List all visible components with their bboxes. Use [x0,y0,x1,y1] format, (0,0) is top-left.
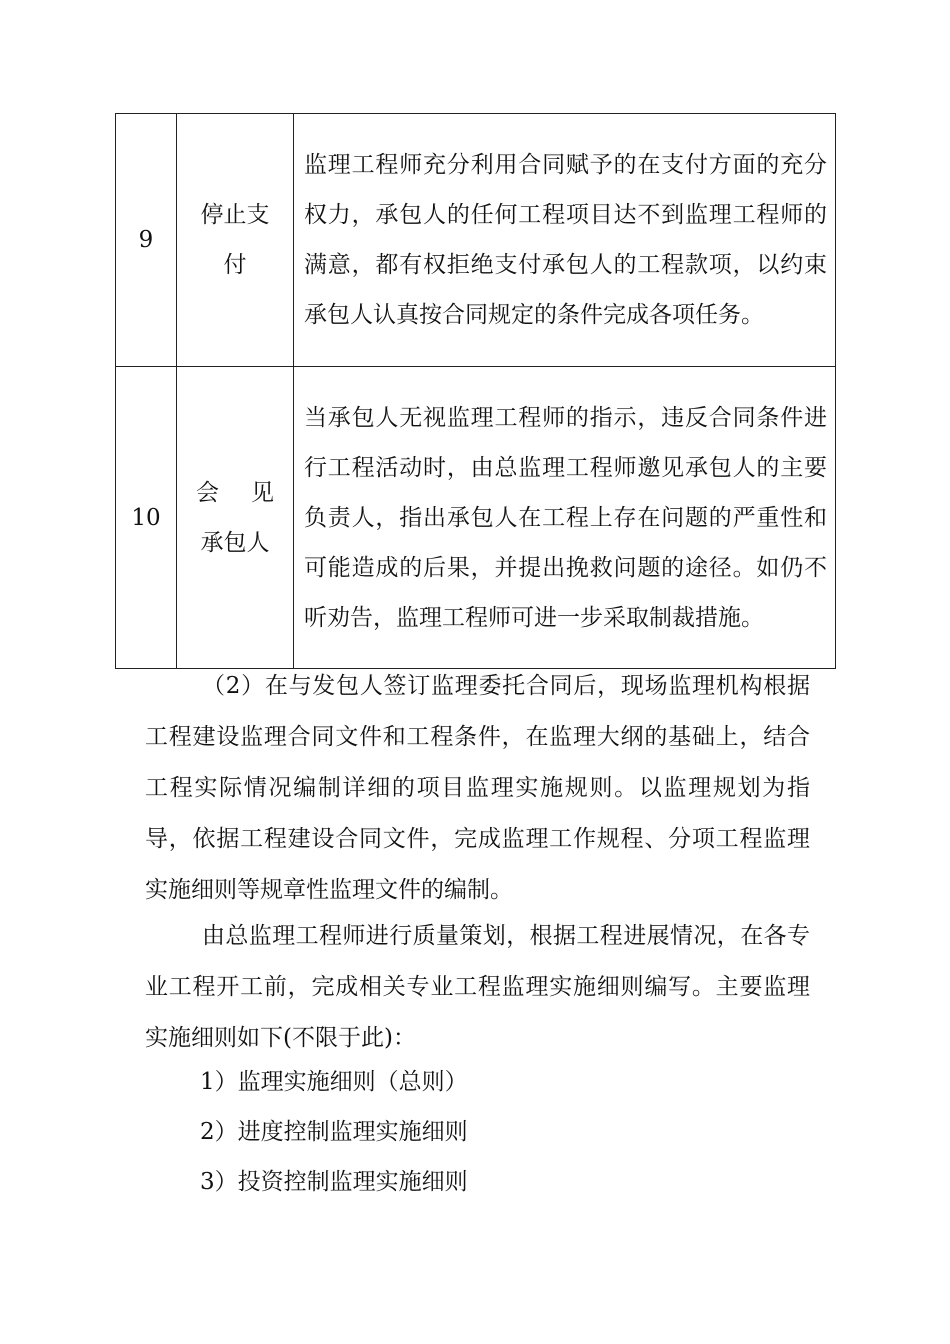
list-item: 3）投资控制监理实施细则 [200,1169,468,1195]
table-row [116,367,836,669]
measure-description: 监理工程师充分利用合同赋予的在支付方面的充分权力，承包人的任何工程项目达不到监理工程师的满意，都有权拒绝支付承包人的工程款项，以约束承包人认真按合同规定的条件完成各项任务。 [294,114,836,367]
measure-name [177,114,294,367]
measure-name-line: 会 见 [196,479,274,506]
measure-name-line: 承包人 [200,529,270,556]
measures-table [115,113,836,669]
row-number: 9 [116,114,177,367]
measure-name-line: 停止支 [200,202,270,228]
measure-name-line: 付 [223,252,247,278]
list-item: 1）监理实施细则（总则） [200,1069,468,1095]
row-number: 10 [116,367,177,669]
list-item: 2）进度控制监理实施细则 [200,1119,468,1145]
measure-description: 当承包人无视监理工程师的指示，违反合同条件进行工程活动时，由总监理工程师邀见承包人的主要负责人，指出承包人在工程上存在问题的严重性和可能造成的后果，并提出挽救问题的途径。如仍不听劝告，监理工程师可进一步采取制裁措施。 [294,367,836,669]
measure-name [177,367,294,669]
body-paragraph: （2）在与发包人签订监理委托合同后，现场监理机构根据工程建设监理合同文件和工程条件，在监理大纲的基础上，结合工程实际情况编制详细的项目监理实施规则。以监理规划为指导，依据工程建设合同文件，完成监理工作规程、分项工程监理实施细则等规章性监理文件的编制。 [145,673,810,903]
body-paragraph: 由总监理工程师进行质量策划，根据工程进展情况，在各专业工程开工前，完成相关专业工程监理实施细则编写。主要监理实施细则如下(不限于此)： [145,923,810,1051]
table-row [116,114,836,367]
